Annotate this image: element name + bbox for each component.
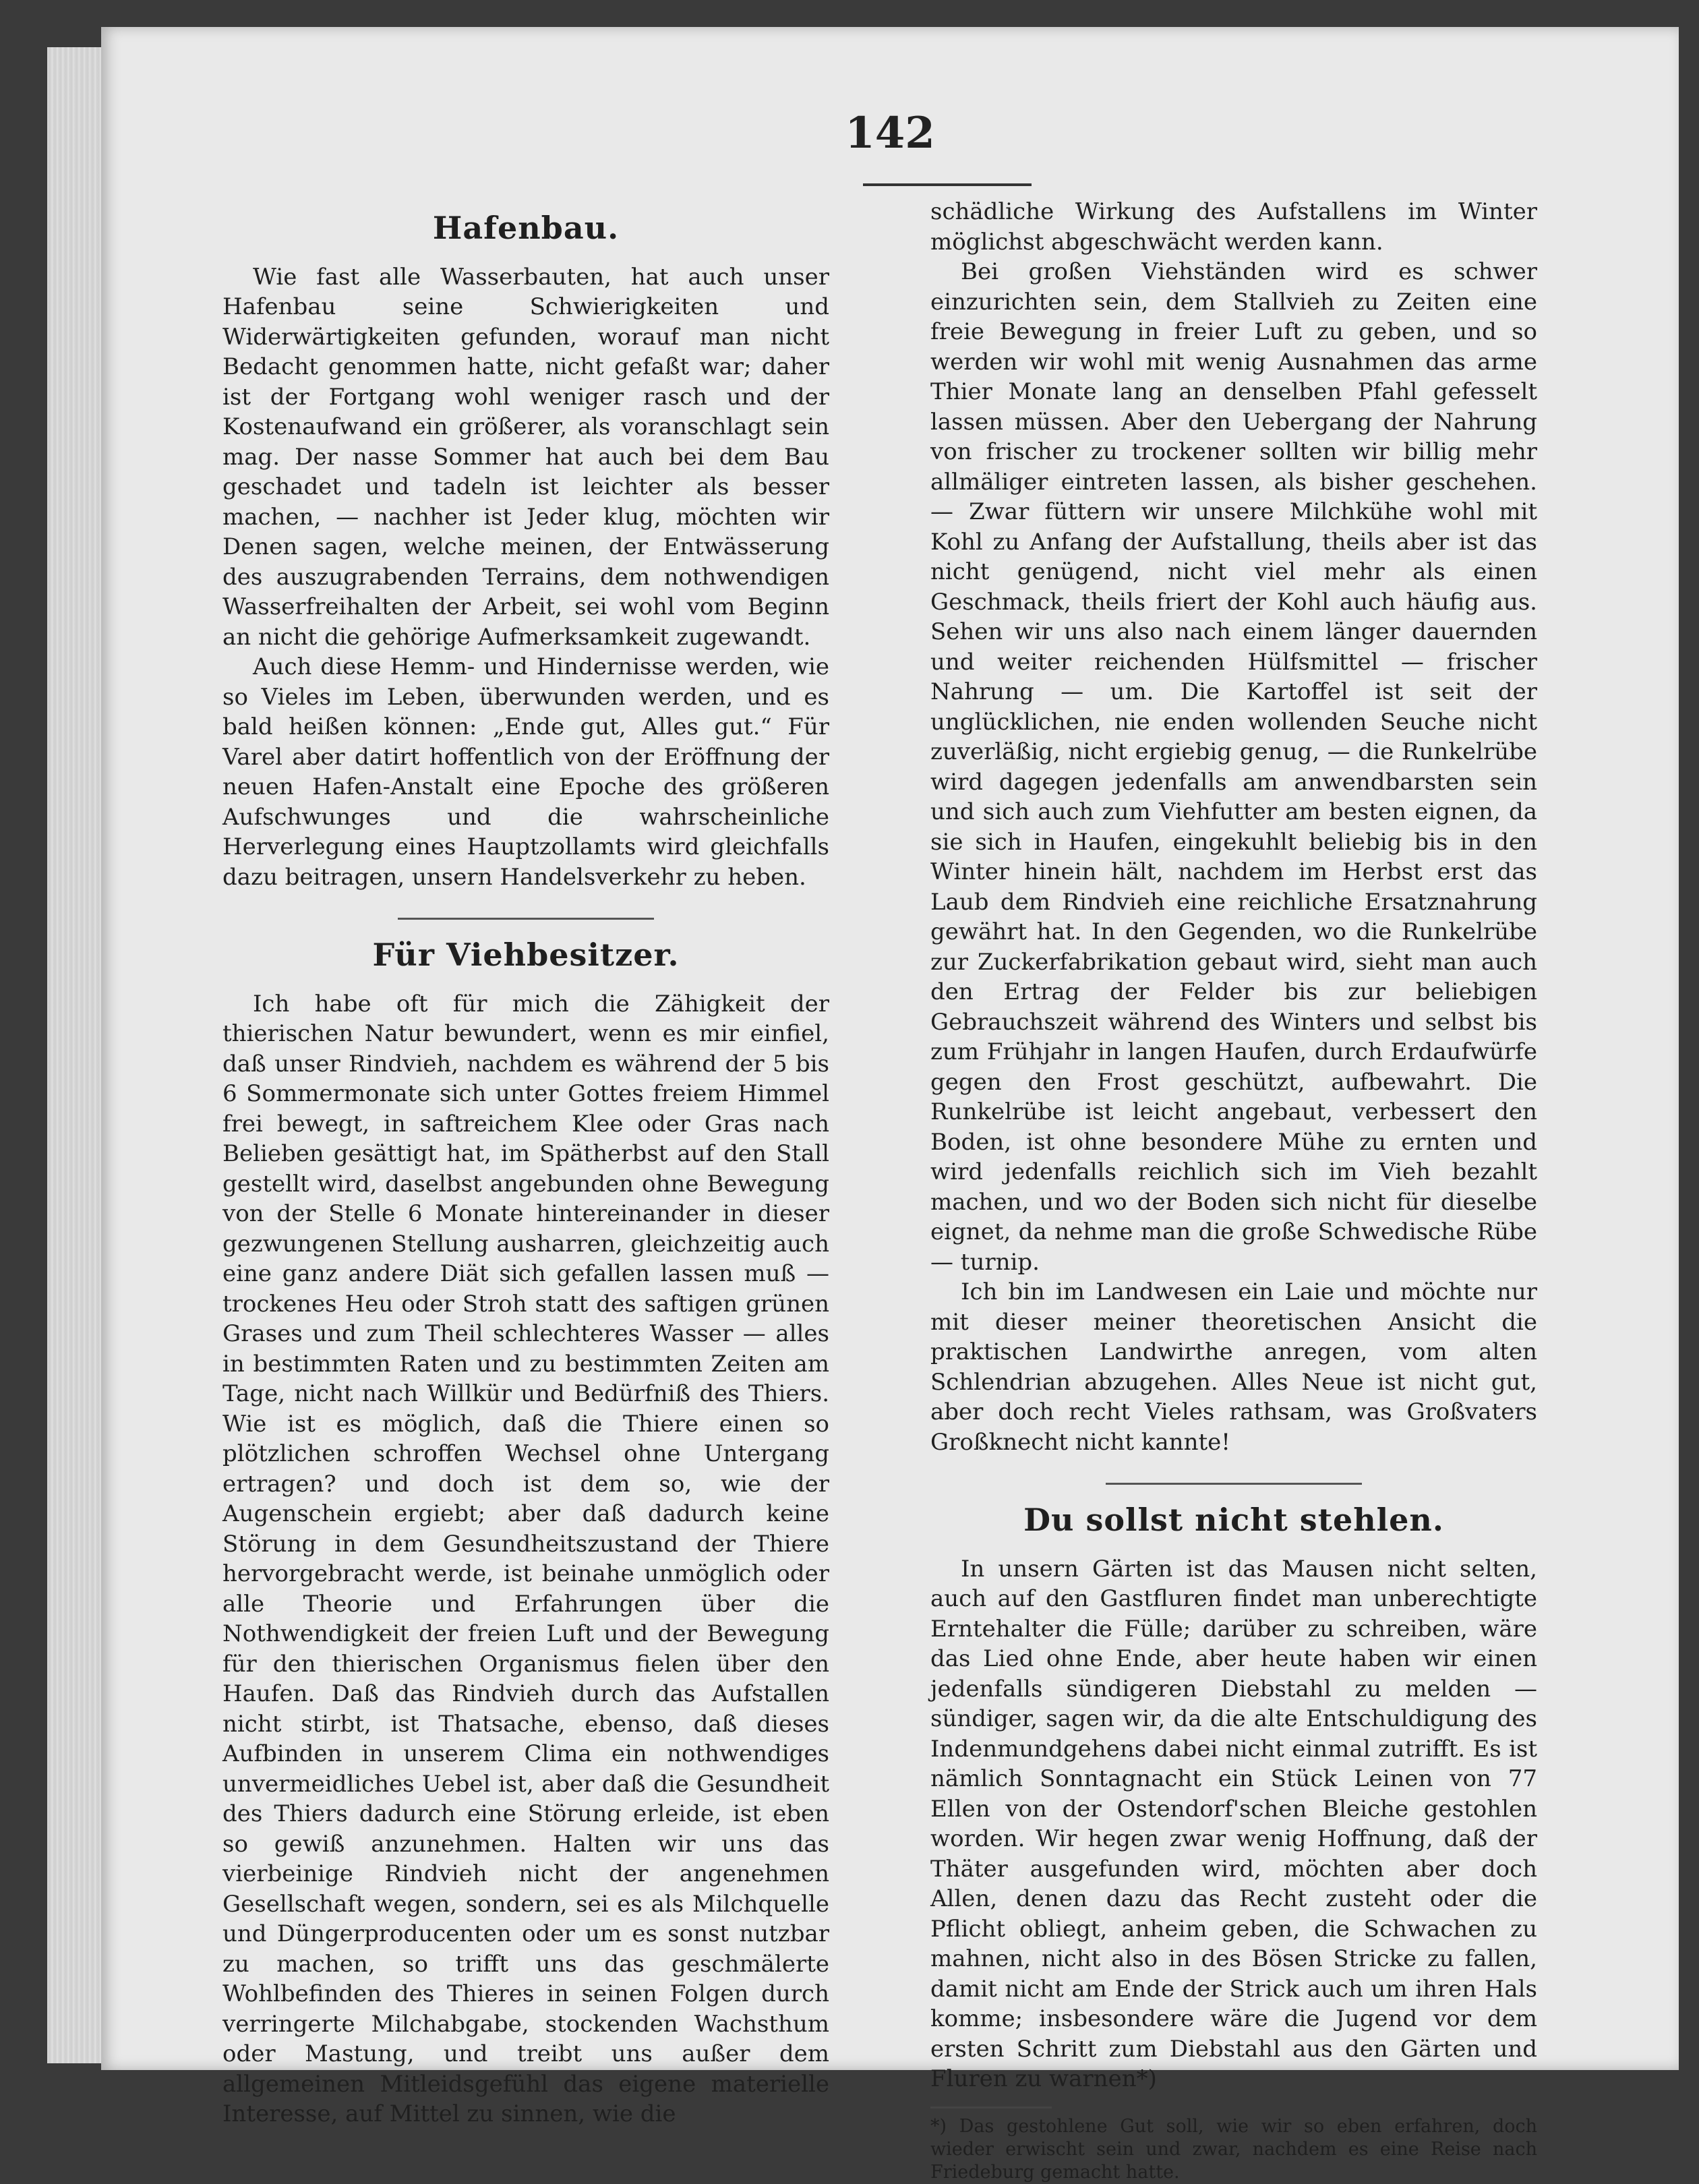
book-edge [47,47,109,2063]
article-title-viehbesitzer: Für Viehbesitzer. [372,937,680,973]
article-paragraph: Ich habe oft für mich die Zähigkeit der thierischen Natur bewundert, wenn es mir einfiel, daß unser Rindvieh, nachdem es während der 5 bis 6 Sommermonate sich unter Gottes freiem Himmel frei bewegt, in saftreichem Klee oder Gras nach Belieben gesättigt hat, im Spätherbst auf den Stall gestellt wird, daselbst angebunden ohne Bewegung von der Stelle 6 Monate hintereinander in dieser gezwungenen Stellung ausharren, gleichzeitig auch eine ganz andere Diät sich gefallen lassen muß — trockenes Heu oder Stroh statt des saftigen grünen Grases und zum Theil schlechteres Wasser — alles in bestimmten Raten und zu bestimmten Zeiten am Tage, nicht nach Willkür und Bedürfniß des Thiers. Wie ist es möglich, daß die Thiere einen so plötzlichen schroffen Wechsel ohne Untergang ertragen? und doch ist dem so, wie der Augenschein ergiebt; aber daß dadurch keine Störung in dem Gesundheitszustand der Thiere hervorgebracht werde, ist beinahe unmöglich oder alle Theorie und Erfahrungen über die Nothwendigkeit der freien Luft und der Bewegung für den thierischen Organismus fielen über den Haufen. Daß das Rindvieh durch das Aufstallen nicht stirbt, ist Thatsache, ebenso, daß dieses Aufbinden in unserem Clima ein nothwendiges unvermeidliches Uebel ist, aber daß die Gesundheit des Thiers dadurch eine Störung erleide, ist eben so gewiß anzunehmen. Halten wir uns das vierbeinige Rindvieh nicht der angenehmen Gesellschaft wegen, sondern, sei es als Milchquelle und Düngerproducenten oder um es sonst nutzbar zu machen, so trifft uns das geschmälerte Wohlbefinden des Thieres in seinen Folgen durch verringerte Milchabgabe, stockenden Wachsthum oder Mastung, und treibt uns außer dem allgemeinen Mitleidsgefühl das eigene materielle Interesse, auf Mittel zu sinnen, wie die [222,990,829,2127]
page-number: 142 [845,108,935,158]
left-column [222,204,829,2129]
footnote-divider [930,2106,1052,2108]
article-paragraph: Ich bin im Landwesen ein Laie und möchte nur mit dieser meiner theoretischen Ansicht die praktischen Landwirthe anregen, vom alten Schlendrian abzugehen. Alles Neue ist nicht gut, aber doch recht Vieles rathsam, was Großvaters Großknecht nicht kannte! [930,1278,1537,1456]
article-title-stehlen: Du sollst nicht stehlen. [1023,1502,1444,1538]
newspaper-page [101,27,1679,2183]
article-paragraph: schädliche Wirkung des Aufstallens im Winter möglichst abgeschwächt werden kann. [930,198,1537,256]
article-paragraph: In unsern Gärten ist das Mausen nicht selten, auch auf den Gastfluren findet man unberechtigte Erntehalter die Fülle; darüber zu schreiben, wäre das Lied ohne Ende, aber heute haben wir einen jedenfalls sündigeren Diebstahl zu melden — sündiger, sagen wir, da die alte Entschuldigung des Indenmundgehens dabei nicht einmal zutrifft. Es ist nämlich Sonntagnacht ein Stück Leinen von 77 Ellen von der Ostendorf'schen Bleiche gestohlen worden. Wir hegen zwar wenig Hoffnung, daß der Thäter ausgefunden wird, möchten aber doch Allen, denen dazu das Recht zusteht oder die Pflicht obliegt, anheim geben, die Schwachen zu mahnen, nicht also in des Bösen Stricke zu fallen, damit nicht am Ende der Strick auch um ihren Hals komme; insbesondere wäre die Jugend vor dem ersten Schritt zum Diebstahl aus den Gärten und Fluren zu warnen*) [930,1555,1537,2092]
article-paragraph: Wie fast alle Wasserbauten, hat auch unser Hafenbau seine Schwierigkeiten und Widerwärtigkeiten gefunden, worauf man nicht Bedacht genommen hatte, nicht gefaßt war; daher ist der Fortgang wohl weniger rasch und der Kostenaufwand ein größerer, als voranschlagt sein mag. Der nasse Sommer hat auch bei dem Bau geschadet und tadeln ist leichter als besser machen, — nachher ist Jeder klug, möchten wir Denen sagen, welche meinen, der Entwässerung des auszugrabenden Terrains, dem nothwendigen Wasserfreihalten der Arbeit, sei wohl vom Beginn an nicht die gehörige Aufmerksamkeit zugewandt. [222,263,829,651]
section-divider [398,918,654,920]
page-number-rule [863,183,1032,186]
section-divider [1106,1483,1362,1485]
article-paragraph: Bei großen Viehständen wird es schwer einzurichten sein, dem Stallvieh zu Zeiten eine freie Bewegung in freier Luft zu geben, und so werden wir wohl mit wenig Ausnahmen das arme Thier Monate lang an denselben Pfahl gefesselt lassen müssen. Aber den Uebergang der Nahrung von frischer zu trockener sollten wir billig mehr allmäliger eintreten lassen, als bisher geschehen. — Zwar füttern wir unsere Milchkühe wohl mit Kohl zu Anfang der Aufstallung, theils aber ist das nicht genügend, nicht viel mehr als einen Geschmack, theils friert der Kohl auch häufig aus. Sehen wir uns also nach einem länger dauernden und weiter reichenden Hülfsmittel — frischer Nahrung — um. Die Kartoffel ist seit der unglücklichen, nie enden wollenden Seuche nicht zuverläßig, nicht ergiebig genug, — die Runkelrübe wird dagegen jedenfalls am anwendbarsten sein und sich auch zum Viehfutter am besten eignen, da sie sich in Haufen, eingekuhlt beliebig bis in den Winter hinein hält, nachdem im Herbst erst das Laub dem Rindvieh eine reichliche Ersatznahrung gewährt hat. In den Gegenden, wo die Runkelrübe zur Zuckerfabrikation gebaut wird, sieht man auch den Ertrag der Felder bis zur beliebigen Gebrauchszeit während des Winters und selbst bis zum Frühjahr in langen Haufen, durch Erdaufwürfe gegen den Frost geschützt, aufbewahrt. Die Runkelrübe ist leicht angebaut, verbessert den Boden, ist ohne besondere Mühe zu ernten und wird jedenfalls reichlich sich im Vieh bezahlt machen, und wo der Boden sich nicht für dieselbe eignet, da nehme man die große Schwedische Rübe — turnip. [930,258,1537,1276]
right-column [930,197,1537,2184]
footnote [930,2115,1537,2184]
article-paragraph: Auch diese Hemm- und Hindernisse werden, wie so Vieles im Leben, überwunden werden, und es bald heißen können: „Ende gut, Alles gut.“ Für Varel aber datirt hoffentlich von der Eröffnung der neuen Hafen-Anstalt eine Epoche des größeren Aufschwunges und die wahrscheinliche Herverlegung eines Hauptzollamts wird gleichfalls dazu beitragen, unsern Handelsverkehr zu heben. [222,653,829,891]
article-title-hafenbau: Hafenbau. [432,210,620,246]
footnote-text: *) Das gestohlene Gut soll, wie wir so eben erfahren, doch wieder erwischt sein und zwar, nachdem es eine Reise nach Friedeburg gemacht hatte. [930,2115,1537,2183]
